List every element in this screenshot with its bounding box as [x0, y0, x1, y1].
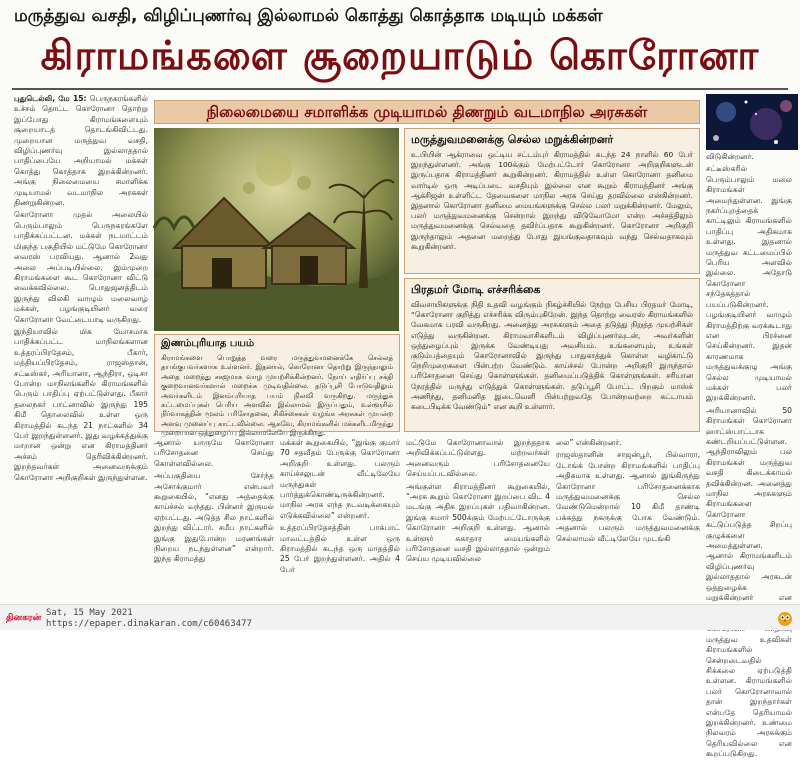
paragraph: மட்டுமே கொரோனாவால் இறந்ததாக அறிவிக்கப்பட்டுள்ளது. மற்றவர்கள் அனைவரும் பரிசோதனையே செய்யப்படவில்லை.	[406, 438, 550, 479]
column-4	[406, 438, 550, 602]
box-text: உ.பியின் ஆக்ராவை ஒட்டிய சட்டம்புர் கிராமத்தில் கடந்த 24 நாளில் 60 பேர் இறந்துள்ளனர். அங்கு 100க்கும் மேற்பட்டோர் கொரோனா அறிகுறிகளுடன் இருப்பதாக கிராமத்தினர் கூறுகின்றனர். கிராமத்தில் உள்ள கொரோனா தனிமை வார்டில் ஒரு அடிப்படை வசதியும் இல்லை என கூறும் கிராமத்தினர் அங்கு ஆக்சிஜன் உள்ளிட்ட தேவைகளை மாநில அரசு செய்து தரவில்லை என்கின்றனர். இதனால் கொரோனா தனிமை மையங்களுக்கு செல்ல பலர் மறுக்கின்றனர். மேலும், பலர் மருத்துவமனைக்கு சென்றால் இறந்து விடுவோமோ என்ற அச்சத்திலும் மருத்துவமனைக்கு செல்வதை தவிர்ப்பதாக கூறுகின்றனர். கொரோனா அறிகுறி இருந்தாலும் அதனை மறைத்து போது இயங்குவதாகவும் வந்து செல்வதாகவும் கூறுகின்றனர்.	[411, 150, 693, 251]
paragraph: மக்கள் கூறுகையில், “இங்கு குமார் 70 சதவீதம் பேருக்கு கொரோனா அறிகுறி உள்ளது. பலரும் காய்ச்சலுடன் வீட்டிலேயே மருந்துகள் பார்த்துக்கொண்டிருக்கின்றனர். மாநில அரசு எந்த நடவடிக்கையும் எடுக்கவில்லை” என்றனர்.	[280, 438, 400, 520]
paragraph: ராஜஸ்தானின் சாஜன்பூர், பில்வாரா, டோங்க் போன்ற கிராமங்களில் பாதிப்பு அதிகமாக உள்ளது. ஆனால் இங்கிருந்து கொரோனா பரிசோதனைக்காக மருத்துவமனைக்கு செல்ல வேண்டுமென்றால் 10 கிமீ தாண்டி பக்கத்து நகருக்கு போக வேண்டும். அதனால் பலரும் மருத்துவமனைக்கு செல்லாமல் வீட்டிலேயே முடங்கி	[556, 450, 700, 543]
box-title: மருத்துவமனைக்கு செல்ல மறுக்கின்றனர்	[411, 133, 614, 146]
column-6	[706, 152, 792, 759]
box-title: பிரதமர் மோடி எச்சரிக்கை	[411, 283, 541, 296]
box-text: விவசாயிகளுக்கு நிதி உதவி வழங்கும் நிகழ்ச்சியில் நேற்று பேசிய பிரதமர் மோடி, “கொரோனா குறித்து எச்சரிக்க விரும்புகிறேன். இந்த தொற்று வைரஸ் கிராமங்களில் வேகமாக பரவி வருகிறது. அனைத்து அரசுகளும் அதை தடுத்து நிறுத்த முயற்சிகள் எடுத்து வருகின்றன. கிராமவாசிகளிடம் விழிப்புணர்வுடன், அவர்களின் ஒத்துழைப்பும் இருக்க வேண்டியது அவசியம். உங்களையும், உங்கள் குடும்பத்தையும் கொரோனாவில் இருந்து பாதுகாத்துக் கொள்ள வழிகாட்டு நெறிமுறைகளை பின்பற்ற வேண்டும். காய்ச்சல் போன்ற அறிகுறி இருந்தால் பரிசோதனை செய்து கொள்ளுங்கள். தனிமைப்படுத்திக் கொள்ளுங்கள். சரியான நேரத்தில் மருந்து எடுத்துக் கொள்ளுங்கள். தடுப்பூசி போட்ட பிறகும் மாஸ்க் அணிந்து, தனிமனித இடைவெளி பின்பற்றுவதே போன்றவற்றை கட்டாயம் கடைபிடிக்க வேண்டும்” என கூறி உள்ளார்.	[411, 300, 693, 412]
dateline: புதுடெல்லி, மே 15:	[14, 94, 87, 103]
publisher-logo[interactable]: தினகரன்	[6, 613, 42, 623]
divider	[12, 88, 788, 90]
paragraph: அங்குள்ள கிராமத்தினர் கூறுகையில், “அரசு கூறும் கொரோனா இறப்பை விட 4 மடங்கு அதிக இறப்புகள் பதிவாகின்றன. இங்கு சுமார் 500க்கும் மேற்பட்டோருக்கு கொரோனா அறிகுறி உள்ளது. ஆனால் உள்ளூர் சுகாதார மையங்களில் பரிசோதனை வசதி இல்லாததால் ஒன்றும் செய்ய முடியவில்லை	[406, 481, 550, 564]
owl-icon[interactable]	[776, 609, 794, 627]
paragraph: பெருநகரங்களில் உச்சம் தொட்ட கொரோனா தொற்று இப்போது கிராமங்களையும் சூறையாடத் தொடங்கிவிட்டது. முறையான மருத்துவ வசதி, விழிப்புணர்வு இல்லாததால் பாதிப்பையே அறியாமல் மக்கள் கொத்து கொத்தாக இறக்கின்றனர். அங்கு நிலைமையை சமாளிக்க முடியாமல் வடமாநில அரசுகள் திணறுகின்றன.	[14, 94, 148, 208]
column-1	[14, 94, 148, 602]
edition-url[interactable]: https://epaper.dinakaran.com/c60463477	[46, 619, 252, 629]
edition-date: Sat, 15 May 2021	[46, 608, 133, 618]
paragraph: ஆனால் யாருமே கொரோனா பரிசோதனை செய்து கொள்ளவில்லை.	[154, 438, 274, 468]
column-3	[280, 438, 400, 602]
sidebar-box-fear	[154, 334, 400, 438]
box-text: கிராமங்களை பொறுத்த வரை மருத்துவமனைக்கே செல்லத் தயங்குபவர்களாக உள்ளனர். இதனால், கொரோனா தொற்று இருந்தாலும் அதை மறைத்து சகஜமாக வாழ முயற்சிக்கின்றனர். நோய் எதிர்ப்பு சக்தி குறைவானவர்களால் மறைக்க முடிவதில்லை. தடுப்பூசி போடுவதிலும் அவர்களிடம் இனம்புரியாத பயம் நிலவி வருகிறது. மருந்துக் கட்டமைப்புகள் பெரிய அளவில் இல்லாமல் இருப்பதும், உள்ளூரில் நிர்வாகத்தின் மூலம் பரிசோதனை, சிகிச்சைகள் வழங்க அரசுகள் முயன்ற அளவு முனைப்பு காட்டவில்லை. ஆகவே, கிராமங்களில் மக்களிடமிருந்து முறையான ஒத்துழைப்பு இல்லாமலேயே இருக்கிறது.	[161, 354, 393, 438]
kicker: மருத்துவ வசதி, விழிப்புணர்வு இல்லாமல் கொத்து கொத்தாக மடியும் மக்கள்	[14, 6, 603, 26]
paragraph: உத்தரப்பிரதேசத்தின் பாக்பாட் மாவட்டத்தில் உள்ள ஒரு கிராமத்தில் கடந்த ஒரு மாதத்தில் 25 பேர் இறந்துள்ளனர். அதில் 4 பேர்	[280, 523, 400, 574]
sidebar-box-modi	[404, 278, 700, 432]
paragraph: கொரோனா முதல் அலையில் பெரும்பாலும் பெருநகரங்களே பாதிக்கப்பட்டன. மக்கள் நடமாட்டம் மிகுந்த பகுதியில் மட்டுமே கொரோனா வைரஸ் பரவியது. ஆனால் 2வது அலை அப்படியில்லை. இம்முறை கிராமங்களை கூட கொரோனா விட்டு வைக்கவில்லை. பொதுஜனத்திடம் இருந்து விலகி வாழும் மலைவாழ் மக்கள், பழங்குடியினர் வரை கொரோனா வேட்டையாடி வருகிறது.	[14, 210, 148, 324]
column-5	[556, 438, 700, 602]
paragraph: விடுகின்றனர்.	[706, 152, 754, 161]
illustration-village	[154, 128, 399, 331]
sub-headline: நிலைமையை சமாளிக்க முடியாமல் திணறும் வடமாநில அரசுகள்	[154, 100, 700, 124]
paragraph: அப்பகுதியை சேர்ந்த அசோக்குமார் என்பவர் கூறுகையில், “எனது அத்தைக்கு காய்ச்சல் வந்தது. பின்னர் இருமல் ஏற்பட்டது. அடுத்த சில நாட்களில் இறந்து விட்டார். சமீப நாட்களில் இங்கு இதுபோன்ற மரணங்கள் நிறைய நடந்துள்ளன” என்றார். இந்த கிராமத்து	[154, 471, 274, 564]
footer-bar	[0, 604, 800, 630]
paragraph: இந்தியாவில் மிக மோசமாக பாதிக்கப்பட்ட மாநிலங்களான உத்தரப்பிரதேசம், பீகார், மத்தியப்பிரதேசம், ராஜஸ்தான், சட்டீஸ்கர், அரியானா, ஆந்திரா, ஒடிசா போன்ற மாநிலங்களில் கிராமங்களில் பெரும் பாதிப்பு ஏற்பட்டுள்ளது. பீகார் தலைநகர் பாட்னாவில் இருந்து 195 கிமீ தொலைவில் உள்ள ஒரு கிராமத்தில் கடந்த 21 நாட்களில் 34 பேர் இறந்துள்ளனர். இது வழக்கத்துக்கு மாறான ஒன்று என கிராமத்தினர் அச்சம் தெரிவிக்கின்றனர். இறந்தவர்கள் அனைவருக்கும் கொரோனா அறிகுறிகள் இருந்துள்ளன.	[14, 326, 148, 482]
paragraph: சட்டீஸ்கரில் பெரும்பாலும் மலை கிராமங்கள் அமைந்துள்ளன. இங்கு நகர்ப்புறத்தைக் காட்டிலும் கிராமங்களில் பாதிப்பு அதிகமாக உள்ளது. இதனால் மருத்துவ கட்டமைப்பில் பெரிய அளவில் இல்லை. அதோடு கொரோனா சந்தேகத்தால் பயப்படுகின்றனர். பழங்குடியினர் வாழும் கிராமத்திற்கு வரக்கூடாது என பிரச்னை செய்கின்றனர். இதன் காரணமாக மருத்துவக்குழு அங்கு செல்ல முடியாமல் மக்கள் பலர் இறக்கின்றனர்.	[706, 164, 792, 403]
column-2	[154, 438, 274, 602]
box-title: இணம்புரியாத பயம்	[161, 338, 254, 349]
virus-image	[706, 94, 798, 150]
headline: கிராமங்களை சூறையாடும் கொரோனா	[40, 33, 760, 79]
paragraph: லை” என்கின்றனர்.	[556, 438, 622, 447]
paragraph: அரியானாவில் 50 கிராமங்கள் கொரோனா ஹாட்ஸ்பாட்டாக கண்டறியப்பட்டுள்ளன. ஆந்திராவிலும் பல கிராமங்கள் மருத்துவ வசதி கிடைக்காமல் தவிக்கின்றன. அனைத்து மாநில அரசுகளும் கிராமங்களை கொரோனா கட்டுப்படுத்த சிறப்பு குழுக்களை அமைத்துள்ளன. ஆனால் கிராமங்களிடம் விழிப்புணர்வு இல்லாததால் அரசுடன் ஒத்துழைக்க மறுக்கின்றனர் என மருத்துவ உதவிகள் கிராமங்களில் சென்றடைவதில் சிக்கலை ஏற்படுத்தி உள்ளன. கிராமங்களில் பலர் கொரோனாவால் தான் இறந்தார்கள் என்பதே தெரியாமல் இறக்கின்றனர். உண்மை நிலவரம் அரசுக்கும் தெரியவில்லை என கூறப்படுகிறது.	[706, 405, 792, 759]
sidebar-box-hospital	[404, 128, 700, 274]
